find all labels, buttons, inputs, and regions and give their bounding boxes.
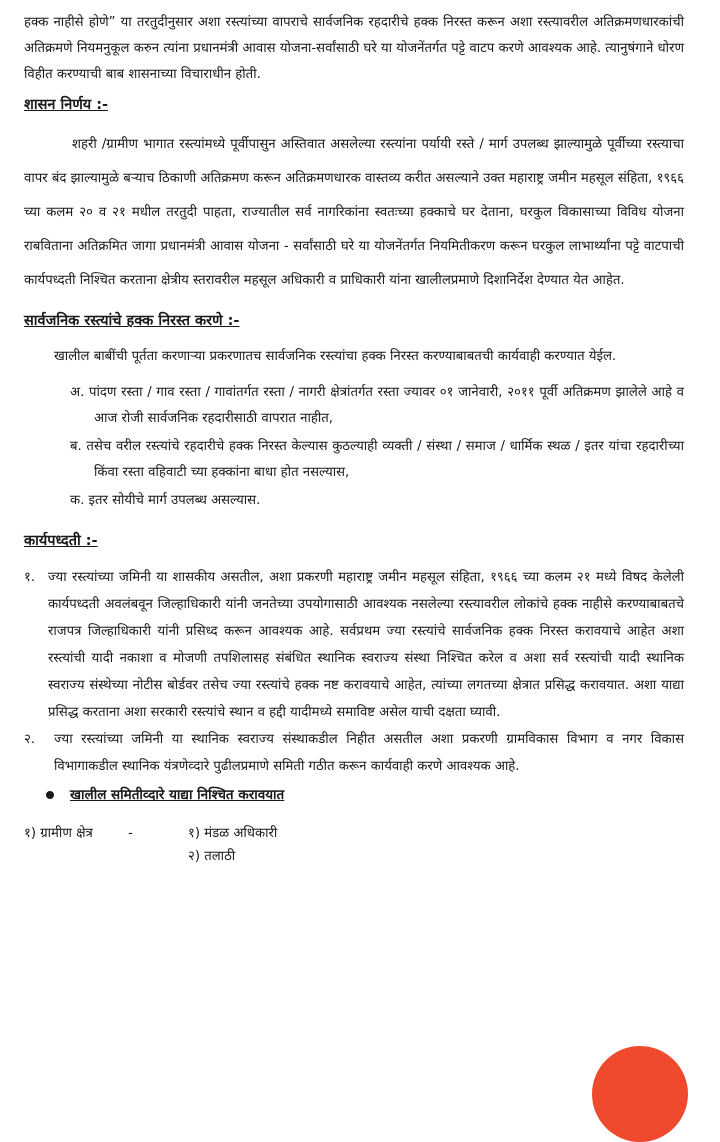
committee-row-2 xyxy=(24,845,684,868)
condition-item-b: ब. तसेच वरील रस्त्यांचे रहदारीचे हक्क निरस्त केल्यास कुठल्याही व्यक्ती / संस्था / समाज / धार्मिक स्थळ / इतर यांचा रहदारीच्या किंवा रस्ता वहिवाटी च्या हक्कांना बाधा होत नसल्यास, xyxy=(70,439,684,480)
committee-dash: - xyxy=(128,826,133,841)
procedure-item-1 xyxy=(24,564,684,726)
committee-member: १) मंडळ अधिकारी xyxy=(188,826,278,841)
procedure-list xyxy=(24,564,684,780)
procedure-item-2 xyxy=(24,726,684,780)
procedure-number: २. xyxy=(24,732,36,747)
committee-member: २) तलाठी xyxy=(188,849,236,864)
floating-action-button[interactable] xyxy=(592,1046,688,1142)
intro-paragraph: हक्क नाहीसे होणे” या तरतुदीनुसार अशा रस्त्यांच्या वापराचे सार्वजनिक रहदारीचे हक्क निरस्त करून अशा रस्त्यावरील अतिक्रमणधारकांची अतिक्रमणे नियमनुकूल करुन त्यांना प्रधानमंत्री आवास योजना-सर्वांसाठी घरे या योजनेंतर्गत पट्टे वाटप करणे आवश्यक आहे. त्यानुषंगाने धोरण विहीत करण्याची बाब शासनाच्या विचाराधीन होती. xyxy=(24,15,684,82)
section-paragraph-conditions: खालील बाबींची पूर्तता करणाऱ्या प्रकरणातच सार्वजनिक रस्त्यांचा हक्क निरस्त करण्याबाबतची कार्यवाही करण्यात येईल. xyxy=(54,349,617,364)
bullet-dot-icon xyxy=(46,791,54,799)
committee-row-1 xyxy=(24,822,684,845)
condition-item-c: क. इतर सोयीचे मार्ग उपलब्ध असल्यास. xyxy=(70,493,261,508)
document-page xyxy=(24,10,684,868)
section-heading-road-rights: सार्वजनिक रस्त्यांचे हक्क निरस्त करणे :- xyxy=(24,313,240,329)
procedure-number: १. xyxy=(24,570,36,585)
section-heading-procedure: कार्यपध्दती :- xyxy=(24,533,98,549)
procedure-text: ज्या रस्त्यांच्या जमिनी या शासकीय असतील, अशा प्रकरणी महाराष्ट्र जमीन महसूल संहिता, १९६६ च्या कलम २१ मध्ये विषद केलेली कार्यपध्दती अवलंबवून जिल्हाधिकारी यांनी जनतेच्या उपयोगासाठी आवश्यक नसलेल्या रस्त्यावरील लोकांचे हक्क नाहीसे करण्याबाबतचे राजपत्र जिल्हाधिकारी यांनी प्रसिध्द करून आवश्यक आहे. सर्वप्रथम ज्या रस्त्यांचे सार्वजनिक हक्क निरस्त करावयाचे आहेत अशा रस्त्यांची यादी नकाशा व मोजणी तपशिलासह संबंधित स्थानिक स्वराज्य संस्था निश्चित करेल व अशा सर्व रस्त्यांची यादी स्थानिक स्वराज्य संस्थेच्या नोटीस बोर्डवर तसेच ज्या रस्त्यांचे हक्क नष्ट करावयाचे आहेत, त्यांच्या लगतच्या क्षेत्रात प्रसिद्ध करावयात. अशा याद्या प्रसिद्ध करताना अशा सरकारी रस्त्यांचे स्थान व हद्दी यादीमध्ये समाविष्ट असेल याची दक्षता घ्यावी. xyxy=(48,570,684,720)
committee-table xyxy=(24,822,684,868)
committee-area: १) ग्रामीण क्षेत्र xyxy=(24,826,93,841)
procedure-text: ज्या रस्त्यांच्या जमिनी या स्थानिक स्वराज्य संस्थाकडील निहीत असतील अशा प्रकरणी ग्रामविकास विभाग व नगर विकास विभागाकडील स्थानिक यंत्रणेव्दारे पुढीलप्रमाणे समिती गठीत करून कार्यवाही करणे आवश्यक आहे. xyxy=(54,732,684,774)
section-paragraph-directives: शहरी /ग्रामीण भागात रस्त्यांमध्ये पूर्वीपासुन अस्तिवात असलेल्या रस्त्यांना पर्यायी रस्ते / मार्ग उपलब्ध झाल्यामुळे पूर्वीच्या रस्त्याचा वापर बंद झाल्यामुळे बऱ्याच ठिकाणी अतिक्रमण करून अतिक्रमणधारक वास्तव्य करीत असल्याने उक्त महाराष्ट्र जमीन महसूल संहिता, १९६६ च्या कलम २० व २१ मधील तरतुदी पाहता, राज्यातील सर्व नागरिकांना स्वतःच्या हक्काचे घर देताना, घरकुल विकासाच्या विविध योजना राबविताना अतिक्रमित जागा प्रधानमंत्री आवास योजना - सर्वांसाठी घरे या योजनेंतर्गत नियमितीकरण करून घरकुल लाभार्थ्यांना पट्टे वाटपाची कार्यपध्दती निश्चित करताना क्षेत्रीय स्तरावरील महसूल अधिकारी व प्राधिकारी यांना खालीलप्रमाणे दिशानिर्देश देण्यात येत आहेत. xyxy=(24,137,684,288)
section-heading-shasan-nirnay: शासन निर्णय :- xyxy=(24,97,109,113)
committee-bullet xyxy=(46,782,684,808)
condition-item-a: अ. पांदण रस्ता / गाव रस्ता / गावांतर्गत रस्ता / नागरी क्षेत्रांतर्गत रस्ता ज्यावर ०१ जानेवारी, २०११ पूर्वी अतिक्रमण झालेले आहे व आज रोजी सार्वजनिक रहदारीसाठी वापरात नाहीत, xyxy=(70,385,684,426)
conditions-list xyxy=(24,380,684,514)
committee-bullet-text: खालील समितीव्दारे याद्या निश्चित करावयात xyxy=(70,787,285,803)
